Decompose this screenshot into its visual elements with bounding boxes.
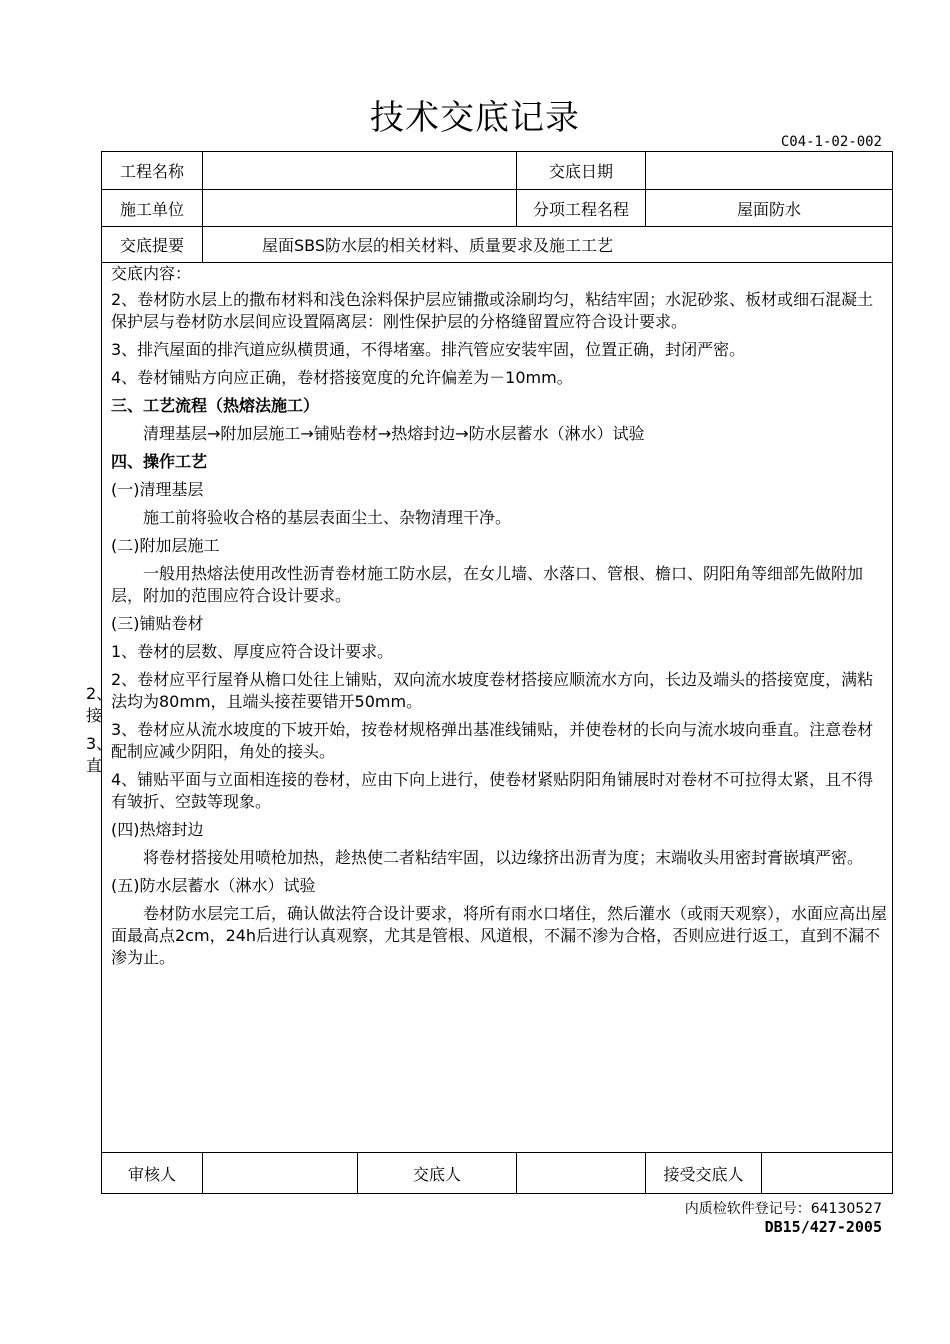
- paragraph: 施工前将验收合格的基层表面尘土、杂物清理干净。: [143, 508, 512, 527]
- section-heading: 三、工艺流程（热熔法施工）: [111, 396, 320, 415]
- subsection-title: (三)铺贴卷材: [111, 614, 204, 633]
- project-name-label: 工程名称: [119, 162, 184, 181]
- discloser-field[interactable]: [517, 1153, 645, 1194]
- form-code: C04-1-02-002: [780, 134, 882, 150]
- receiver-field[interactable]: [762, 1153, 892, 1194]
- construction-unit-field[interactable]: [203, 190, 516, 226]
- content-intro: 交底内容：: [111, 264, 192, 283]
- disclosure-content: [111, 263, 887, 975]
- sub-project-field[interactable]: 屋面防水: [736, 199, 801, 219]
- overflow-text: 3、: [86, 734, 113, 753]
- sub-project-label: 分项工程名程: [532, 199, 629, 219]
- discloser-label: 交底人: [412, 1165, 461, 1184]
- process-flow: 清理基层→附加层施工→铺贴卷材→热熔封边→防水层蓄水（淋水）试验: [143, 424, 645, 443]
- project-name-field[interactable]: [203, 152, 516, 189]
- overflow-text: 接: [86, 706, 103, 725]
- section-heading: 四、操作工艺: [111, 452, 208, 471]
- overflow-text: 直: [86, 756, 103, 775]
- paragraph: 4、铺贴平面与立面相连接的卷材，应由下向上进行，使卷材紧贴阴阳角铺展时对卷材不可拉得太紧，且不得有皱折、空鼓等现象。: [111, 770, 874, 811]
- paragraph: 2、卷材防水层上的撒布材料和浅色涂料保护层应铺撒或涂刷均匀，粘结牢固；水泥砂浆、板材或细石混凝土保护层与卷材防水层间应设置隔离层：刚性保护层的分格缝留置应符合设计要求。: [111, 290, 874, 331]
- receiver-label: 接受交底人: [663, 1165, 744, 1184]
- paragraph: 1、卷材的层数、厚度应符合设计要求。: [111, 642, 394, 661]
- summary-field[interactable]: 屋面SBS防水层的相关材料、质量要求及施工工艺: [262, 236, 614, 255]
- paragraph: 将卷材搭接处用喷枪加热，趁热使二者粘结牢固，以边缘挤出沥青为度；末端收头用密封膏嵌填严密。: [143, 848, 864, 867]
- construction-unit-label: 施工单位: [119, 199, 184, 219]
- paragraph: 3、卷材应从流水坡度的下坡开始，按卷材规格弹出基准线铺贴，并使卷材的长向与流水坡向垂直。注意卷材配制应减少阴阳，角处的接头。: [111, 720, 874, 761]
- software-registration: 内质检软件登记号：64130527: [684, 1201, 882, 1217]
- reviewer-field[interactable]: [203, 1153, 357, 1194]
- subsection-title: (一)清理基层: [111, 480, 204, 499]
- paragraph: 3、排汽屋面的排汽道应纵横贯通，不得堵塞。排汽管应安装牢固，位置正确，封闭严密。: [111, 340, 746, 359]
- page-title: 技术交底记录: [370, 98, 580, 138]
- standard-code: DB15/427-2005: [764, 1218, 882, 1236]
- overflow-text: 2、: [86, 684, 113, 703]
- paragraph: 2、卷材应平行屋脊从檐口处往上铺贴，双向流水坡度卷材搭接应顺流水方向，长边及端头的搭接宽度，满粘法均为80mm，且端头接茬要错开50mm。: [111, 670, 874, 711]
- disclosure-form: [101, 151, 893, 1194]
- date-label: 交底日期: [548, 162, 613, 181]
- subsection-title: (二)附加层施工: [111, 536, 220, 555]
- date-field[interactable]: [646, 152, 892, 189]
- subsection-title: (四)热熔封边: [111, 820, 204, 839]
- reviewer-label: 审核人: [127, 1165, 176, 1184]
- paragraph: 卷材防水层完工后，确认做法符合设计要求，将所有雨水口堵住，然后灌水（或雨天观察），水面应高出屋面最高点2cm，24h后进行认真观察，尤其是管根、风道根，不漏不渗为合格，否则应进行返工，直到不漏不渗为止。: [111, 904, 888, 967]
- summary-label: 交底提要: [119, 236, 184, 255]
- subsection-title: (五)防水层蓄水（淋水）试验: [111, 876, 316, 895]
- paragraph: 一般用热熔法使用改性沥青卷材施工防水层，在女儿墙、水落口、管根、檐口、阴阳角等细部先做附加层，附加的范围应符合设计要求。: [111, 564, 864, 605]
- paragraph: 4、卷材铺贴方向应正确，卷材搭接宽度的允许偏差为－10mm。: [111, 368, 573, 387]
